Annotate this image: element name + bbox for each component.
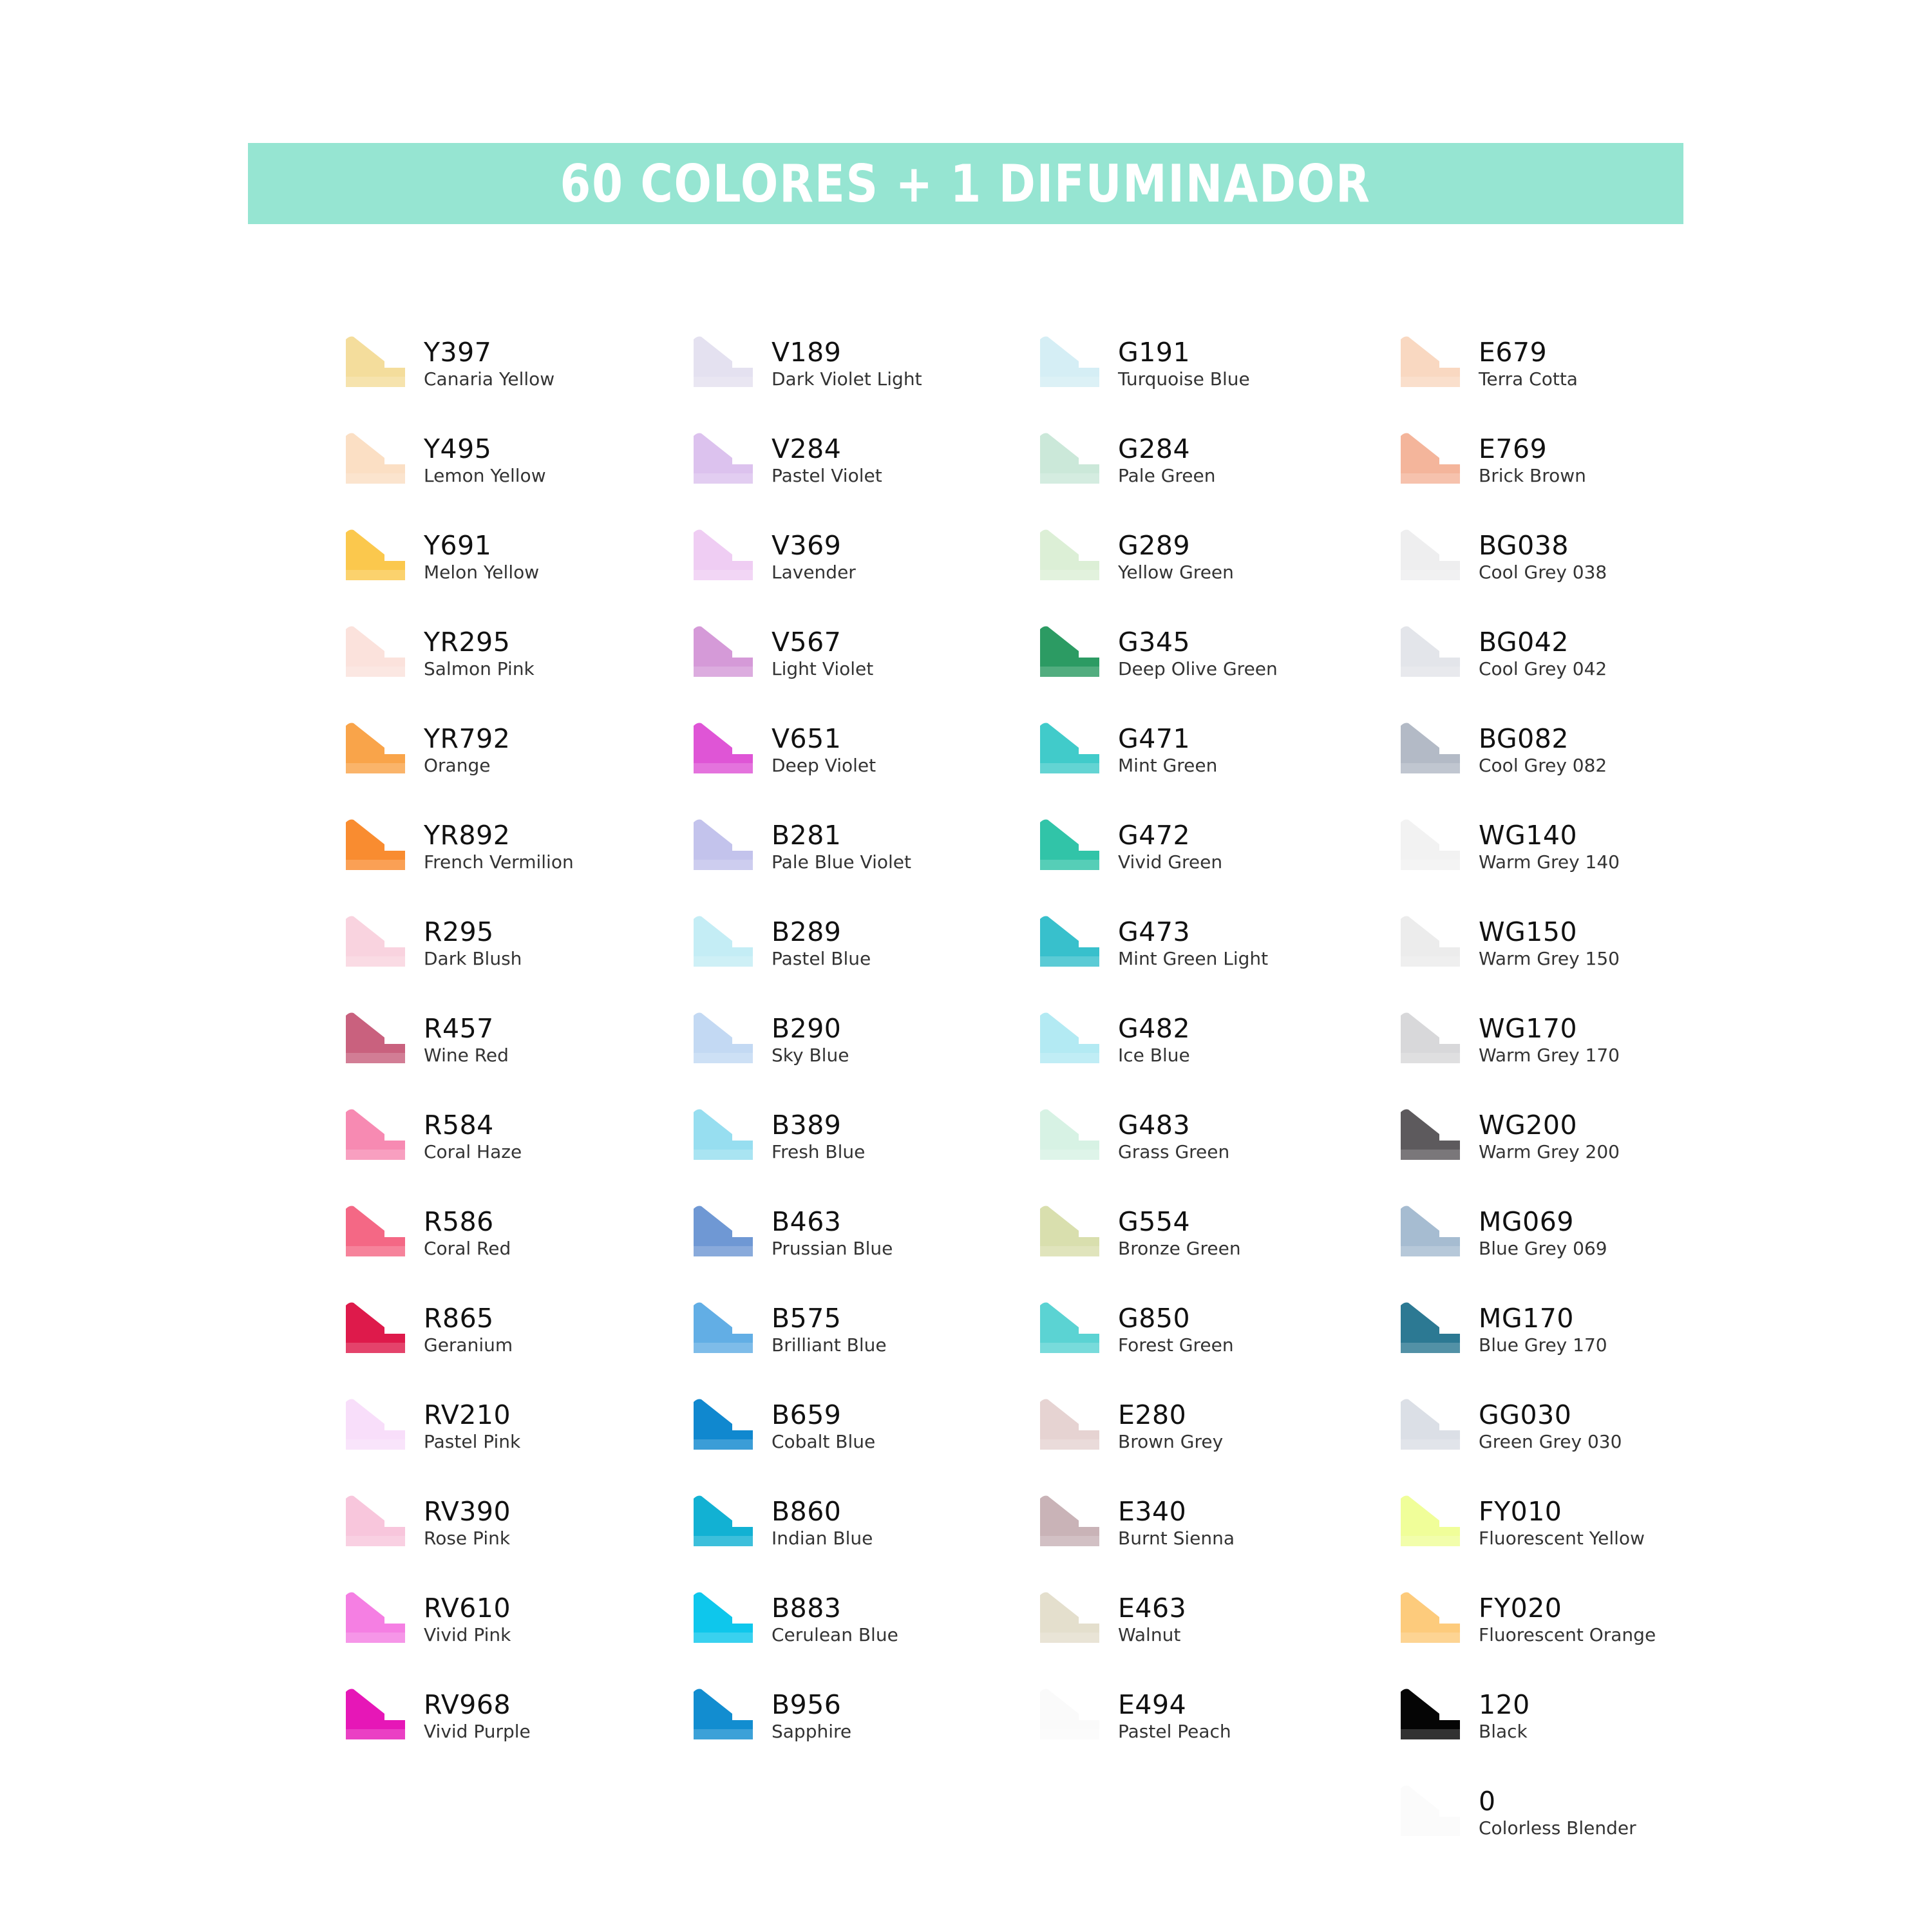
color-swatch-item xyxy=(1039,911,1451,1008)
marker-tip-swatch-icon xyxy=(692,1397,754,1451)
color-name: Lavender xyxy=(772,562,856,583)
color-swatch-item xyxy=(1399,525,1812,621)
marker-tip-swatch-icon xyxy=(1039,817,1101,871)
marker-tip-swatch-icon xyxy=(1039,431,1101,485)
marker-tip-swatch-icon xyxy=(345,1204,406,1258)
color-name: Warm Grey 170 xyxy=(1479,1045,1620,1066)
marker-tip-swatch-icon xyxy=(345,334,406,388)
marker-tip-swatch-icon xyxy=(692,624,754,678)
color-code: B883 xyxy=(772,1593,842,1624)
color-code: B860 xyxy=(772,1496,842,1527)
marker-tip-swatch-icon xyxy=(1039,1107,1101,1161)
marker-tip-swatch-icon xyxy=(345,1590,406,1644)
color-code: E463 xyxy=(1118,1593,1187,1624)
color-code: G289 xyxy=(1118,530,1191,561)
color-swatch-item xyxy=(1399,332,1812,428)
marker-tip-swatch-icon xyxy=(1039,1687,1101,1741)
color-name: Wine Red xyxy=(424,1045,509,1066)
marker-tip-swatch-icon xyxy=(1399,721,1461,775)
color-code: V189 xyxy=(772,337,842,368)
color-name: Mint Green xyxy=(1118,755,1218,776)
marker-tip-swatch-icon xyxy=(1039,624,1101,678)
color-name: Walnut xyxy=(1118,1624,1181,1645)
color-name: Prussian Blue xyxy=(772,1238,893,1259)
marker-tip-swatch-icon xyxy=(1399,527,1461,582)
color-name: Cobalt Blue xyxy=(772,1431,876,1452)
color-code: G483 xyxy=(1118,1110,1191,1141)
color-code: Y397 xyxy=(424,337,492,368)
color-name: Turquoise Blue xyxy=(1118,368,1250,390)
color-swatch-item xyxy=(1039,1491,1451,1587)
color-swatch-item xyxy=(1039,1008,1451,1104)
marker-tip-swatch-icon xyxy=(692,431,754,485)
color-swatch-item xyxy=(1399,1008,1812,1104)
marker-tip-swatch-icon xyxy=(1039,1397,1101,1451)
marker-tip-swatch-icon xyxy=(1399,1590,1461,1644)
color-swatch-item xyxy=(1039,428,1451,525)
color-swatch-item xyxy=(1399,815,1812,911)
color-code: FY010 xyxy=(1479,1496,1562,1527)
marker-tip-swatch-icon xyxy=(1399,624,1461,678)
color-name: Blue Grey 170 xyxy=(1479,1334,1607,1356)
color-name: Forest Green xyxy=(1118,1334,1234,1356)
color-code: RV610 xyxy=(424,1593,511,1624)
color-name: Mint Green Light xyxy=(1118,948,1269,969)
color-code: BG082 xyxy=(1479,723,1569,754)
color-name: Pale Blue Violet xyxy=(772,851,911,873)
marker-tip-swatch-icon xyxy=(1399,1493,1461,1548)
color-name: Cerulean Blue xyxy=(772,1624,898,1645)
color-name: Coral Haze xyxy=(424,1141,522,1162)
color-name: Rose Pink xyxy=(424,1528,511,1549)
color-swatch-item xyxy=(1039,1298,1451,1394)
color-name: Canaria Yellow xyxy=(424,368,555,390)
color-name: Yellow Green xyxy=(1118,562,1234,583)
color-swatch-item xyxy=(1399,1298,1812,1394)
marker-tip-swatch-icon xyxy=(1039,1493,1101,1548)
color-name: Black xyxy=(1479,1721,1528,1742)
marker-tip-swatch-icon xyxy=(692,334,754,388)
color-code: B281 xyxy=(772,820,842,851)
color-swatch-item xyxy=(1039,1684,1451,1781)
marker-tip-swatch-icon xyxy=(345,1397,406,1451)
color-swatch-item xyxy=(1039,525,1451,621)
color-code: YR295 xyxy=(424,627,511,658)
color-name: Blue Grey 069 xyxy=(1479,1238,1607,1259)
color-name: Vivid Purple xyxy=(424,1721,531,1742)
color-code: WG170 xyxy=(1479,1013,1578,1044)
color-name: Cool Grey 042 xyxy=(1479,658,1607,679)
marker-tip-swatch-icon xyxy=(345,1493,406,1548)
color-column xyxy=(1399,332,1812,1877)
color-code: R865 xyxy=(424,1303,494,1334)
color-swatch-item xyxy=(1399,1781,1812,1877)
color-name: Salmon Pink xyxy=(424,658,535,679)
color-code: G850 xyxy=(1118,1303,1191,1334)
color-name: Melon Yellow xyxy=(424,562,540,583)
marker-tip-swatch-icon xyxy=(692,721,754,775)
color-code: B289 xyxy=(772,916,842,947)
color-swatch-item xyxy=(1039,621,1451,718)
color-name: Warm Grey 200 xyxy=(1479,1141,1620,1162)
marker-tip-swatch-icon xyxy=(345,431,406,485)
banner-title: 60 COLORES + 1 DIFUMINADOR xyxy=(560,153,1372,214)
color-name: Dark Blush xyxy=(424,948,522,969)
color-name: Brown Grey xyxy=(1118,1431,1224,1452)
color-column xyxy=(1039,332,1451,1781)
color-swatch-item xyxy=(1039,1587,1451,1684)
marker-tip-swatch-icon xyxy=(1399,1397,1461,1451)
color-name: Fresh Blue xyxy=(772,1141,866,1162)
marker-tip-swatch-icon xyxy=(1039,334,1101,388)
color-code: E340 xyxy=(1118,1496,1187,1527)
color-name: Pastel Pink xyxy=(424,1431,521,1452)
color-code: RV390 xyxy=(424,1496,511,1527)
color-code: R295 xyxy=(424,916,494,947)
color-swatch-item xyxy=(1399,1394,1812,1491)
color-name: Sapphire xyxy=(772,1721,852,1742)
marker-tip-swatch-icon xyxy=(1399,1687,1461,1741)
color-code: G471 xyxy=(1118,723,1191,754)
color-code: MG170 xyxy=(1479,1303,1574,1334)
color-name: Vivid Pink xyxy=(424,1624,511,1645)
color-name: Fluorescent Yellow xyxy=(1479,1528,1645,1549)
color-code: WG200 xyxy=(1479,1110,1578,1141)
color-code: YR792 xyxy=(424,723,511,754)
marker-tip-swatch-icon xyxy=(1399,1300,1461,1354)
color-code: E494 xyxy=(1118,1689,1187,1720)
color-code: G472 xyxy=(1118,820,1191,851)
color-code: 0 xyxy=(1479,1786,1496,1817)
color-code: WG140 xyxy=(1479,820,1578,851)
marker-tip-swatch-icon xyxy=(345,624,406,678)
color-swatch-item xyxy=(1039,815,1451,911)
color-name: French Vermilion xyxy=(424,851,574,873)
color-code: WG150 xyxy=(1479,916,1578,947)
color-swatch-item xyxy=(1399,911,1812,1008)
color-code: YR892 xyxy=(424,820,511,851)
color-name: Brick Brown xyxy=(1479,465,1586,486)
color-name: Deep Olive Green xyxy=(1118,658,1278,679)
color-name: Warm Grey 150 xyxy=(1479,948,1620,969)
color-name: Vivid Green xyxy=(1118,851,1223,873)
marker-tip-swatch-icon xyxy=(692,1493,754,1548)
color-code: G191 xyxy=(1118,337,1191,368)
color-swatch-item xyxy=(1399,718,1812,815)
title-banner xyxy=(248,143,1683,224)
marker-tip-swatch-icon xyxy=(692,1010,754,1065)
color-code: B290 xyxy=(772,1013,842,1044)
color-swatch-item xyxy=(1399,1491,1812,1587)
marker-tip-swatch-icon xyxy=(1399,431,1461,485)
color-swatch-item xyxy=(1399,1684,1812,1781)
color-name: Pastel Peach xyxy=(1118,1721,1231,1742)
color-code: V567 xyxy=(772,627,842,658)
color-code: G473 xyxy=(1118,916,1191,947)
marker-tip-swatch-icon xyxy=(692,914,754,968)
color-code: Y495 xyxy=(424,433,492,464)
color-swatch-item xyxy=(1399,621,1812,718)
color-code: E769 xyxy=(1479,433,1548,464)
color-code: V284 xyxy=(772,433,842,464)
color-name: Deep Violet xyxy=(772,755,876,776)
marker-tip-swatch-icon xyxy=(345,817,406,871)
marker-tip-swatch-icon xyxy=(1399,1107,1461,1161)
color-code: B389 xyxy=(772,1110,842,1141)
marker-tip-swatch-icon xyxy=(1399,1010,1461,1065)
marker-tip-swatch-icon xyxy=(692,817,754,871)
marker-tip-swatch-icon xyxy=(692,1107,754,1161)
marker-tip-swatch-icon xyxy=(1399,1204,1461,1258)
color-code: G284 xyxy=(1118,433,1191,464)
marker-tip-swatch-icon xyxy=(692,1590,754,1644)
color-name: Pastel Blue xyxy=(772,948,871,969)
color-name: Cool Grey 082 xyxy=(1479,755,1607,776)
marker-tip-swatch-icon xyxy=(1039,1204,1101,1258)
color-name: Geranium xyxy=(424,1334,513,1356)
color-code: RV210 xyxy=(424,1399,511,1430)
color-name: Warm Grey 140 xyxy=(1479,851,1620,873)
color-swatch-item xyxy=(1399,1104,1812,1201)
marker-tip-swatch-icon xyxy=(1399,914,1461,968)
marker-tip-swatch-icon xyxy=(345,721,406,775)
color-swatch-item xyxy=(1399,1587,1812,1684)
color-name: Pastel Violet xyxy=(772,465,882,486)
color-code: BG042 xyxy=(1479,627,1569,658)
color-code: V369 xyxy=(772,530,842,561)
color-swatch-item xyxy=(1039,718,1451,815)
marker-tip-swatch-icon xyxy=(1039,914,1101,968)
marker-tip-swatch-icon xyxy=(692,1204,754,1258)
color-code: R586 xyxy=(424,1206,494,1237)
color-code: G554 xyxy=(1118,1206,1191,1237)
color-name: Indian Blue xyxy=(772,1528,873,1549)
color-name: Burnt Sienna xyxy=(1118,1528,1235,1549)
marker-tip-swatch-icon xyxy=(1039,1300,1101,1354)
color-name: Colorless Blender xyxy=(1479,1817,1636,1839)
color-name: Dark Violet Light xyxy=(772,368,922,390)
color-name: Ice Blue xyxy=(1118,1045,1190,1066)
color-code: B575 xyxy=(772,1303,842,1334)
marker-tip-swatch-icon xyxy=(345,527,406,582)
color-code: E679 xyxy=(1479,337,1548,368)
color-name: Green Grey 030 xyxy=(1479,1431,1622,1452)
color-name: Cool Grey 038 xyxy=(1479,562,1607,583)
color-swatch-item xyxy=(1039,1104,1451,1201)
marker-tip-swatch-icon xyxy=(692,1687,754,1741)
marker-tip-swatch-icon xyxy=(1399,334,1461,388)
marker-tip-swatch-icon xyxy=(1039,1010,1101,1065)
marker-tip-swatch-icon xyxy=(692,527,754,582)
color-swatch-item xyxy=(1399,428,1812,525)
color-swatch-item xyxy=(1399,1201,1812,1298)
color-name: Bronze Green xyxy=(1118,1238,1241,1259)
color-code: MG069 xyxy=(1479,1206,1574,1237)
color-code: B463 xyxy=(772,1206,842,1237)
color-name: Sky Blue xyxy=(772,1045,849,1066)
color-code: GG030 xyxy=(1479,1399,1572,1430)
marker-tip-swatch-icon xyxy=(345,1010,406,1065)
color-name: Orange xyxy=(424,755,491,776)
color-name: Pale Green xyxy=(1118,465,1216,486)
color-swatch-item xyxy=(1039,332,1451,428)
color-swatch-item xyxy=(1039,1201,1451,1298)
marker-tip-swatch-icon xyxy=(1399,1783,1461,1837)
color-name: Fluorescent Orange xyxy=(1479,1624,1656,1645)
color-code: G345 xyxy=(1118,627,1191,658)
color-code: RV968 xyxy=(424,1689,511,1720)
color-code: B659 xyxy=(772,1399,842,1430)
color-code: R584 xyxy=(424,1110,494,1141)
color-name: Lemon Yellow xyxy=(424,465,546,486)
color-swatch-item xyxy=(1039,1394,1451,1491)
color-code: BG038 xyxy=(1479,530,1569,561)
color-code: B956 xyxy=(772,1689,842,1720)
marker-tip-swatch-icon xyxy=(1039,721,1101,775)
color-name: Light Violet xyxy=(772,658,874,679)
marker-tip-swatch-icon xyxy=(1039,1590,1101,1644)
color-code: G482 xyxy=(1118,1013,1191,1044)
marker-tip-swatch-icon xyxy=(345,1300,406,1354)
color-name: Brilliant Blue xyxy=(772,1334,887,1356)
marker-tip-swatch-icon xyxy=(692,1300,754,1354)
color-name: Terra Cotta xyxy=(1479,368,1578,390)
color-name: Coral Red xyxy=(424,1238,511,1259)
color-code: R457 xyxy=(424,1013,494,1044)
marker-tip-swatch-icon xyxy=(1399,817,1461,871)
color-code: FY020 xyxy=(1479,1593,1562,1624)
marker-tip-swatch-icon xyxy=(345,1107,406,1161)
color-code: Y691 xyxy=(424,530,492,561)
color-code: V651 xyxy=(772,723,842,754)
color-name: Grass Green xyxy=(1118,1141,1230,1162)
color-code: 120 xyxy=(1479,1689,1530,1720)
marker-tip-swatch-icon xyxy=(1039,527,1101,582)
marker-tip-swatch-icon xyxy=(345,914,406,968)
color-code: E280 xyxy=(1118,1399,1187,1430)
marker-tip-swatch-icon xyxy=(345,1687,406,1741)
